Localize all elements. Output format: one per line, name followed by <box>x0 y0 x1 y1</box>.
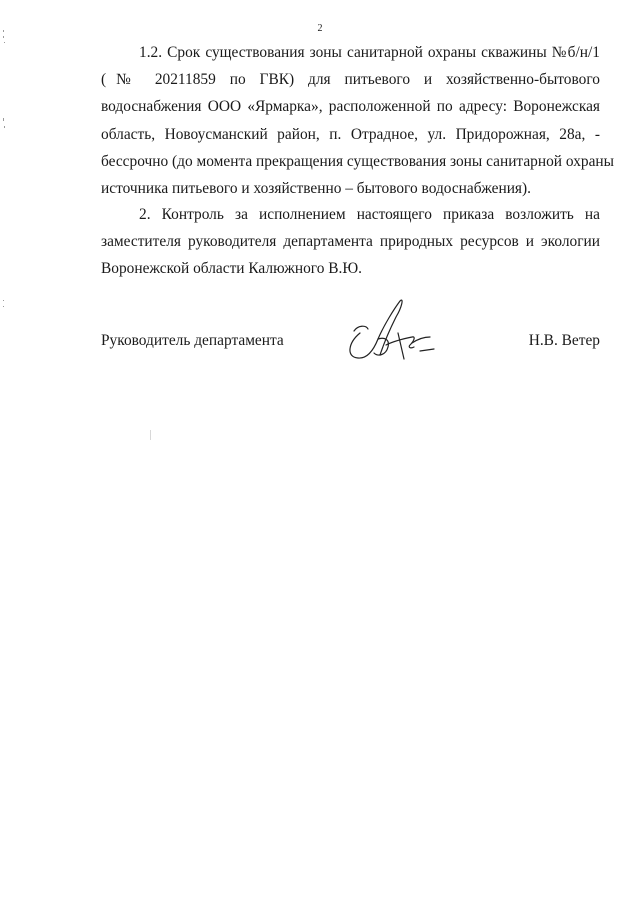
scan-artifact <box>150 430 151 440</box>
paragraph-1-line: (№ 20211859 по ГВК) для питьевого и хозяйственно-бытового <box>101 71 600 89</box>
signatory-name: Н.В. Ветер <box>528 332 600 349</box>
signatory-title: Руководитель департамента <box>101 332 284 349</box>
handwritten-signature <box>338 295 438 370</box>
paragraph-1-line: область, Новоусманский район, п. Отрадное, ул. Придорожная, 28а, - <box>101 125 600 143</box>
paragraph-2 <box>101 201 600 283</box>
paragraph-1-line: источника питьевого и хозяйственно – бытового водоснабжения). <box>101 180 531 198</box>
paragraph-2-line: 2. Контроль за исполнением настоящего приказа возложить на <box>139 206 600 223</box>
paragraph-1-line: водоснабжения ООО «Ярмарка», расположенной по адресу: Воронежская <box>101 98 600 116</box>
signature-block <box>101 328 600 358</box>
paragraph-1-line: бессрочно (до момента прекращения существования зоны санитарной охраны <box>101 152 615 170</box>
paragraph-2-line: Воронежской области Калюжного В.Ю. <box>101 260 363 278</box>
paragraph-2-line: заместителя руководителя департамента природных ресурсов и экологии <box>101 233 600 251</box>
page-number: 2 <box>317 23 323 34</box>
scan-edge-specks <box>0 0 12 905</box>
paragraph-1-line: 1.2. Срок существования зоны санитарной охраны скважины №б/н/1 <box>139 44 600 61</box>
paragraph-1 <box>101 39 615 202</box>
